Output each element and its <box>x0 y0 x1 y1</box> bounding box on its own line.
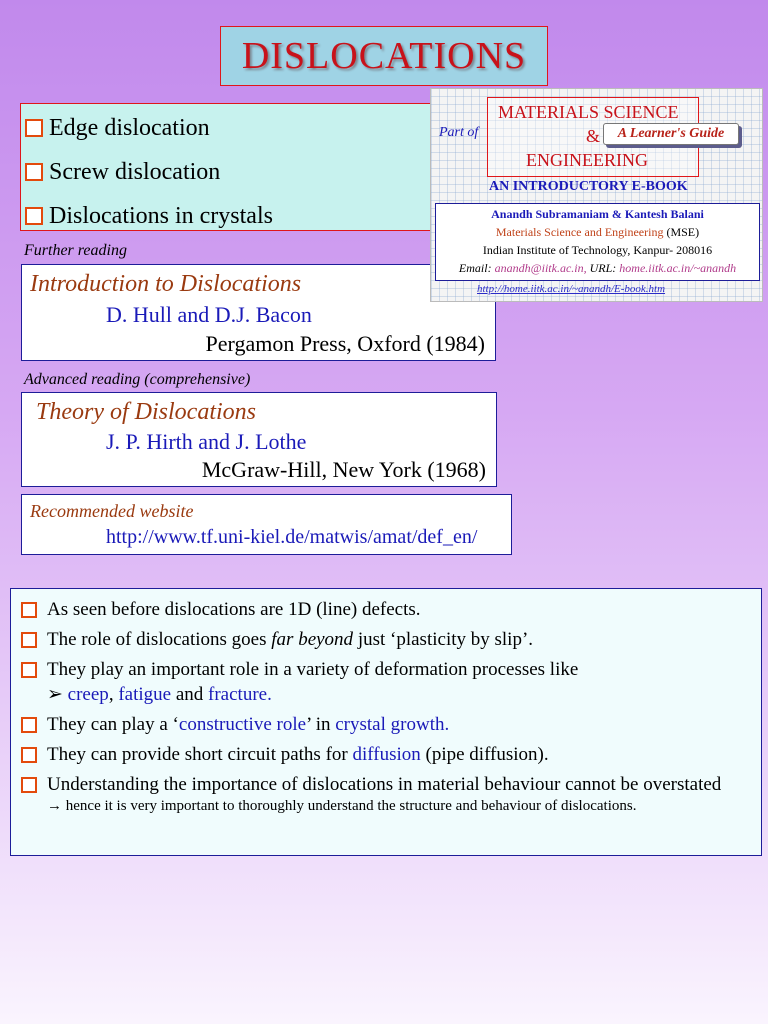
page-title: DISLOCATIONS <box>241 35 527 77</box>
topic-label: Screw dislocation <box>49 158 221 185</box>
checkbox-bullet-icon <box>21 777 37 793</box>
checkbox-bullet-icon <box>21 602 37 618</box>
checkbox-bullet-icon <box>21 662 37 678</box>
reference-publisher: McGraw-Hill, New York (1968) <box>201 457 486 482</box>
department-name: Materials Science and Engineering <box>495 225 664 239</box>
point-item <box>21 657 751 707</box>
advanced-reading-label: Advanced reading (comprehensive) <box>24 371 251 388</box>
point-emphasis: far beyond <box>271 629 354 650</box>
reference-title: Introduction to Dislocations <box>30 271 302 297</box>
further-reading-label: Further reading <box>24 242 127 259</box>
term-constructive-role: constructive role <box>178 714 307 735</box>
checkbox-bullet-icon <box>21 747 37 763</box>
website-label: Recommended website <box>30 501 194 521</box>
ebook-department <box>436 223 759 241</box>
website-box <box>21 494 512 555</box>
ebook-url-link[interactable]: http://home.iitk.ac.in/~anandh/E-book.htm <box>477 283 666 295</box>
checkbox-bullet-icon <box>25 163 43 181</box>
topic-item <box>25 106 434 150</box>
point-text: , <box>108 684 119 705</box>
email-label: Email: <box>458 261 492 275</box>
point-subtext: → hence it is very important to thoroughly understand the structure and behaviour of dislocations. <box>47 798 637 814</box>
term-creep: creep <box>67 684 109 705</box>
point-text: (pipe diffusion). <box>420 744 549 765</box>
point-item <box>21 742 751 767</box>
checkbox-bullet-icon <box>25 207 43 225</box>
ebook-authors-box <box>435 203 760 281</box>
reference-box-1 <box>21 264 496 361</box>
checkbox-bullet-icon <box>25 119 43 137</box>
topics-box <box>20 103 435 231</box>
department-abbr: (MSE) <box>666 225 700 239</box>
term-diffusion: diffusion <box>352 744 421 765</box>
ebook-title-line2: ENGINEERING <box>526 150 648 170</box>
ebook-panel <box>430 88 763 302</box>
ebook-title-amp: & <box>586 126 601 146</box>
reference-title: Theory of Dislocations <box>36 399 256 425</box>
point-text: They can play a ‘ <box>47 714 179 735</box>
reference-publisher: Pergamon Press, Oxford (1984) <box>205 331 485 356</box>
point-item <box>21 772 751 815</box>
point-text: The role of dislocations goes <box>47 629 272 650</box>
point-item <box>21 712 751 737</box>
term-crystal-growth: crystal growth. <box>335 714 450 735</box>
term-fatigue: fatigue <box>118 684 172 705</box>
topic-label: Dislocations in crystals <box>49 202 273 229</box>
point-text: just ‘plasticity by slip’. <box>353 629 534 650</box>
ebook-subtitle: AN INTRODUCTORY E-BOOK <box>489 179 688 194</box>
learners-guide-badge: A Learner's Guide <box>603 123 739 145</box>
checkbox-bullet-icon <box>21 632 37 648</box>
topic-label: Edge dislocation <box>49 114 210 141</box>
homepage-link[interactable]: home.iitk.ac.in/~anandh <box>619 261 737 275</box>
ebook-authors: Anandh Subramaniam & Kantesh Balani <box>491 207 704 221</box>
point-text: They can provide short circuit paths for <box>47 744 353 765</box>
topic-item <box>25 194 434 238</box>
point-text: Understanding the importance of dislocations in material behaviour cannot be overstated <box>47 774 722 795</box>
point-item <box>21 597 751 622</box>
point-text: As seen before dislocations are 1D (line) defects. <box>47 599 421 620</box>
ebook-title-line1: MATERIALS SCIENCE <box>498 102 679 122</box>
point-text: and <box>171 684 209 705</box>
point-text: ’ in <box>306 714 336 735</box>
ebook-contact <box>436 259 759 277</box>
checkbox-bullet-icon <box>21 717 37 733</box>
point-text: They play an important role in a variety of deformation processes like <box>47 659 579 680</box>
key-points-box <box>10 588 762 856</box>
email-link[interactable]: anandh@iitk.ac.in, <box>494 261 587 275</box>
reference-authors: J. P. Hirth and J. Lothe <box>106 429 307 454</box>
reference-authors: D. Hull and D.J. Bacon <box>106 302 312 327</box>
ebook-institute: Indian Institute of Technology, Kanpur- 208016 <box>482 243 713 257</box>
url-label: URL: <box>589 261 617 275</box>
website-link[interactable]: http://www.tf.uni-kiel.de/matwis/amat/def_en/ <box>106 526 478 548</box>
title-box <box>220 26 548 86</box>
topic-item <box>25 150 434 194</box>
point-item <box>21 627 751 652</box>
term-fracture: fracture. <box>208 684 272 705</box>
arrow-bullet-icon: ➢ <box>47 684 68 705</box>
reference-box-2 <box>21 392 497 487</box>
part-of-label: Part of <box>439 125 479 140</box>
